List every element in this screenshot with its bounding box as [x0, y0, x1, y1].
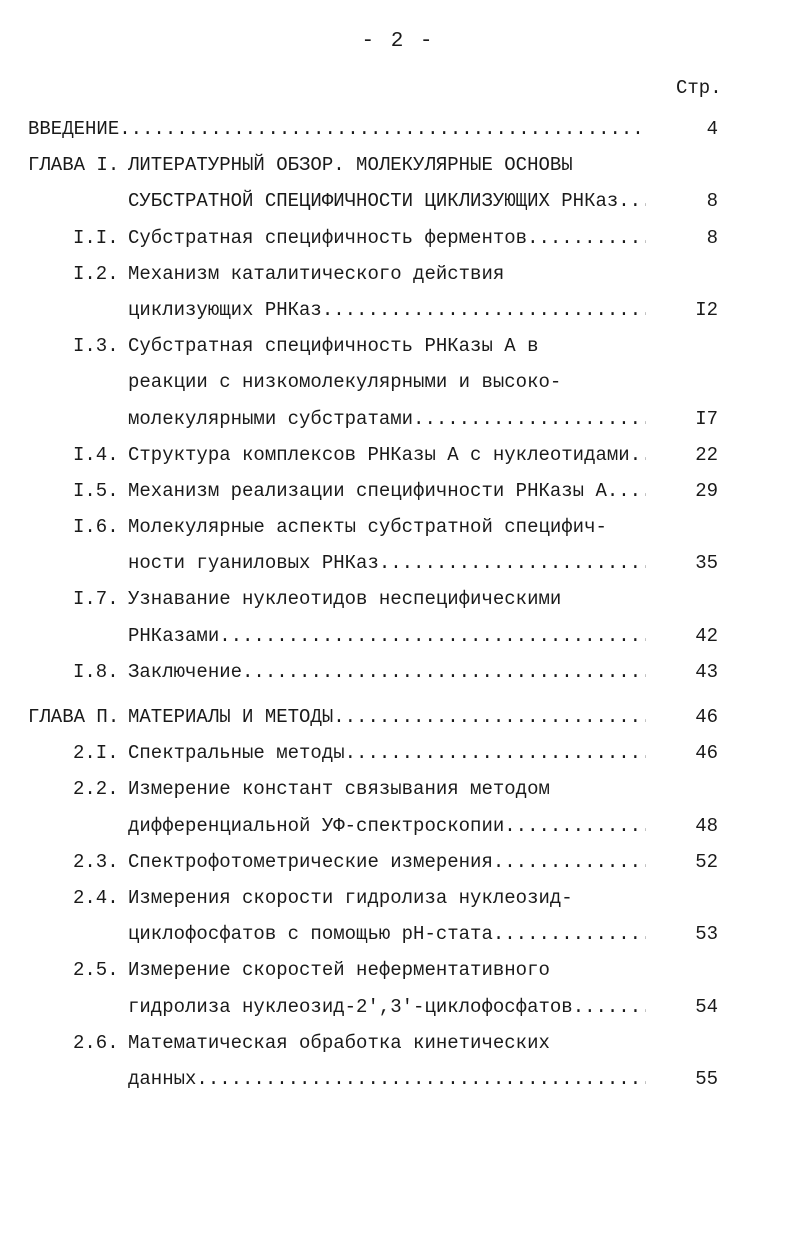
toc-entry-number: ГЛАВА I. [28, 154, 120, 177]
toc-entry-line [28, 618, 718, 654]
toc-entry-number: I.2. [73, 262, 119, 285]
toc-entry-page: 52 [695, 850, 718, 873]
dot-leader [527, 220, 646, 256]
toc-entry-line [28, 545, 718, 581]
dot-leader [196, 1061, 646, 1097]
dot-leader [504, 256, 646, 292]
toc-entry-page: 48 [695, 814, 718, 837]
toc-entry-title: Субстратная специфичность ферментов [128, 226, 528, 249]
toc-entry-page: 53 [695, 923, 718, 946]
toc-entry-title: ности гуаниловых РНКаз [128, 552, 379, 575]
dot-leader [333, 699, 646, 735]
dot-leader [322, 292, 646, 328]
dot-leader [493, 844, 646, 880]
toc-entry-line [28, 581, 718, 617]
toc-entry-line [28, 183, 718, 219]
toc-entry-number: 2.3. [73, 850, 119, 873]
toc-entry-page [688, 952, 718, 988]
dot-leader [493, 916, 646, 952]
toc-entry-number: I.6. [73, 516, 119, 539]
table-of-contents [28, 111, 718, 1097]
toc-entry-title: Механизм каталитического действия [128, 262, 505, 285]
dot-leader [219, 618, 646, 654]
toc-entry-number: I.4. [73, 443, 119, 466]
toc-entry-page: 46 [695, 742, 718, 765]
toc-entry-title: СУБСТРАТНОЙ СПЕЦИФИЧНОСТИ ЦИКЛИЗУЮЩИХ РНКаз [128, 190, 619, 213]
toc-entry-line [28, 952, 718, 988]
dot-leader [538, 328, 646, 364]
toc-entry-line [28, 1025, 718, 1061]
toc-entry-line [28, 473, 718, 509]
toc-entry-number [28, 989, 128, 1025]
dot-leader [561, 364, 646, 400]
dot-leader [379, 545, 646, 581]
toc-entry-number: I.7. [73, 588, 119, 611]
toc-entry-page: 46 [695, 706, 718, 728]
toc-entry-line [28, 437, 718, 473]
toc-entry-title: Структура комплексов РНКазы А с нуклеотидами [128, 443, 630, 466]
dot-leader [573, 880, 646, 916]
dot-leader [550, 771, 646, 807]
toc-entry-number: I.3. [73, 335, 119, 358]
toc-entry-page: 8 [706, 226, 718, 249]
toc-entry-title: молекулярными субстратами [128, 407, 414, 430]
toc-entry-title: ЛИТЕРАТУРНЫЙ ОБЗОР. МОЛЕКУЛЯРНЫЕ ОСНОВЫ [128, 154, 573, 177]
dot-leader [550, 1025, 646, 1061]
dot-leader [630, 437, 646, 473]
toc-entry-page: 8 [706, 190, 718, 213]
toc-entry-title: Заключение [128, 660, 243, 683]
toc-entry-line [28, 220, 718, 256]
toc-entry-title: Спектральные методы [128, 742, 345, 765]
toc-entry-number: 2.6. [73, 1031, 119, 1054]
toc-entry-title: циклофосфатов с помощью рН-стата [128, 923, 493, 946]
toc-entry-number [28, 808, 128, 844]
page-number: - 2 - [361, 30, 435, 53]
toc-entry-line [28, 147, 718, 183]
toc-entry-page [688, 147, 718, 183]
toc-entry-title: Измерение скоростей неферментативного [128, 959, 550, 982]
dot-leader [618, 183, 646, 219]
toc-entry-title: Спектрофотометрические измерения [128, 850, 493, 873]
toc-entry-line [28, 771, 718, 807]
dot-leader [345, 735, 646, 771]
toc-entry-title: данных [128, 1067, 197, 1090]
toc-entry-line [28, 735, 718, 771]
toc-entry-number [28, 183, 128, 219]
toc-entry-page: 35 [695, 552, 718, 575]
toc-entry-page [688, 771, 718, 807]
pages-column-header: Стр. [676, 77, 722, 99]
toc-entry-number: 2.2. [73, 778, 119, 801]
dot-leader [504, 808, 646, 844]
dot-leader [573, 989, 646, 1025]
dot-leader [573, 147, 646, 183]
toc-entry-page: 55 [695, 1067, 718, 1090]
toc-entry-number: 2.I. [73, 742, 119, 765]
toc-entry-line [28, 509, 718, 545]
toc-entry-title: Субстратная специфичность РНКазы А в [128, 335, 539, 358]
toc-entry-title: Механизм реализации специфичности РНКазы А. [128, 479, 619, 502]
toc-entry-page: 43 [695, 660, 718, 683]
toc-entry-page: I7 [695, 407, 718, 430]
toc-entry-line [28, 699, 718, 735]
dot-leader [413, 401, 646, 437]
dot-leader [561, 581, 646, 617]
toc-entry-number: ГЛАВА П. [28, 706, 120, 728]
dot-leader [607, 509, 646, 545]
toc-entry-line [28, 1061, 718, 1097]
toc-entry-page [688, 581, 718, 617]
toc-entry-page [688, 256, 718, 292]
toc-entry-title: дифференциальной УФ-спектроскопии [128, 814, 505, 837]
toc-entry-number [28, 916, 128, 952]
toc-entry-number [28, 292, 128, 328]
toc-entry-line [28, 916, 718, 952]
toc-entry-line [28, 111, 718, 147]
toc-entry-line [28, 880, 718, 916]
toc-entry-line [28, 364, 718, 400]
toc-entry-number [28, 364, 128, 400]
toc-entry-number [28, 545, 128, 581]
toc-entry-line [28, 256, 718, 292]
toc-entry-page [688, 364, 718, 400]
toc-entry-line [28, 401, 718, 437]
toc-entry-page [688, 509, 718, 545]
dot-leader [119, 111, 646, 147]
toc-entry-line [28, 808, 718, 844]
toc-entry-line [28, 654, 718, 690]
dot-leader [242, 654, 646, 690]
toc-entry-page: 42 [695, 624, 718, 647]
toc-entry-title: Измерение констант связывания методом [128, 778, 550, 801]
toc-entry-line [28, 328, 718, 364]
dot-leader [618, 473, 646, 509]
toc-entry-title: гидролиза нуклеозид-2',3'-циклофосфатов [128, 995, 573, 1018]
toc-entry-title: ВВЕДЕНИЕ [28, 118, 120, 140]
toc-entry-line [28, 989, 718, 1025]
toc-entry-line [28, 292, 718, 328]
toc-entry-number [28, 401, 128, 437]
dot-leader [550, 952, 646, 988]
toc-entry-page: 4 [706, 118, 718, 140]
toc-entry-page [688, 880, 718, 916]
toc-entry-number: I.8. [73, 660, 119, 683]
toc-entry-page: 22 [695, 443, 718, 466]
toc-entry-title: МАТЕРИАЛЫ И МЕТОДЫ [128, 706, 334, 728]
toc-entry-page: 29 [695, 479, 718, 502]
toc-entry-title: Узнавание нуклеотидов неспецифическими [128, 588, 562, 611]
toc-entry-page [688, 328, 718, 364]
toc-entry-number: I.5. [73, 479, 119, 502]
toc-entry-number [28, 618, 128, 654]
toc-entry-title: Молекулярные аспекты субстратной специфич- [128, 516, 607, 539]
toc-entry-page: I2 [695, 298, 718, 321]
toc-entry-title: Измерения скорости гидролиза нуклеозид- [128, 886, 573, 909]
toc-entry-number [28, 1061, 128, 1097]
toc-entry-title: Математическая обработка кинетических [128, 1031, 550, 1054]
toc-entry-page [688, 1025, 718, 1061]
toc-entry-line [28, 844, 718, 880]
toc-entry-number: 2.5. [73, 959, 119, 982]
toc-entry-page: 54 [695, 995, 718, 1018]
toc-entry-title: РНКазами [128, 624, 220, 647]
toc-entry-number: 2.4. [73, 886, 119, 909]
toc-entry-title: реакции с низкомолекулярными и высоко- [128, 371, 562, 394]
toc-entry-number: I.I. [73, 226, 119, 249]
toc-entry-title: циклизующих РНКаз [128, 298, 322, 321]
